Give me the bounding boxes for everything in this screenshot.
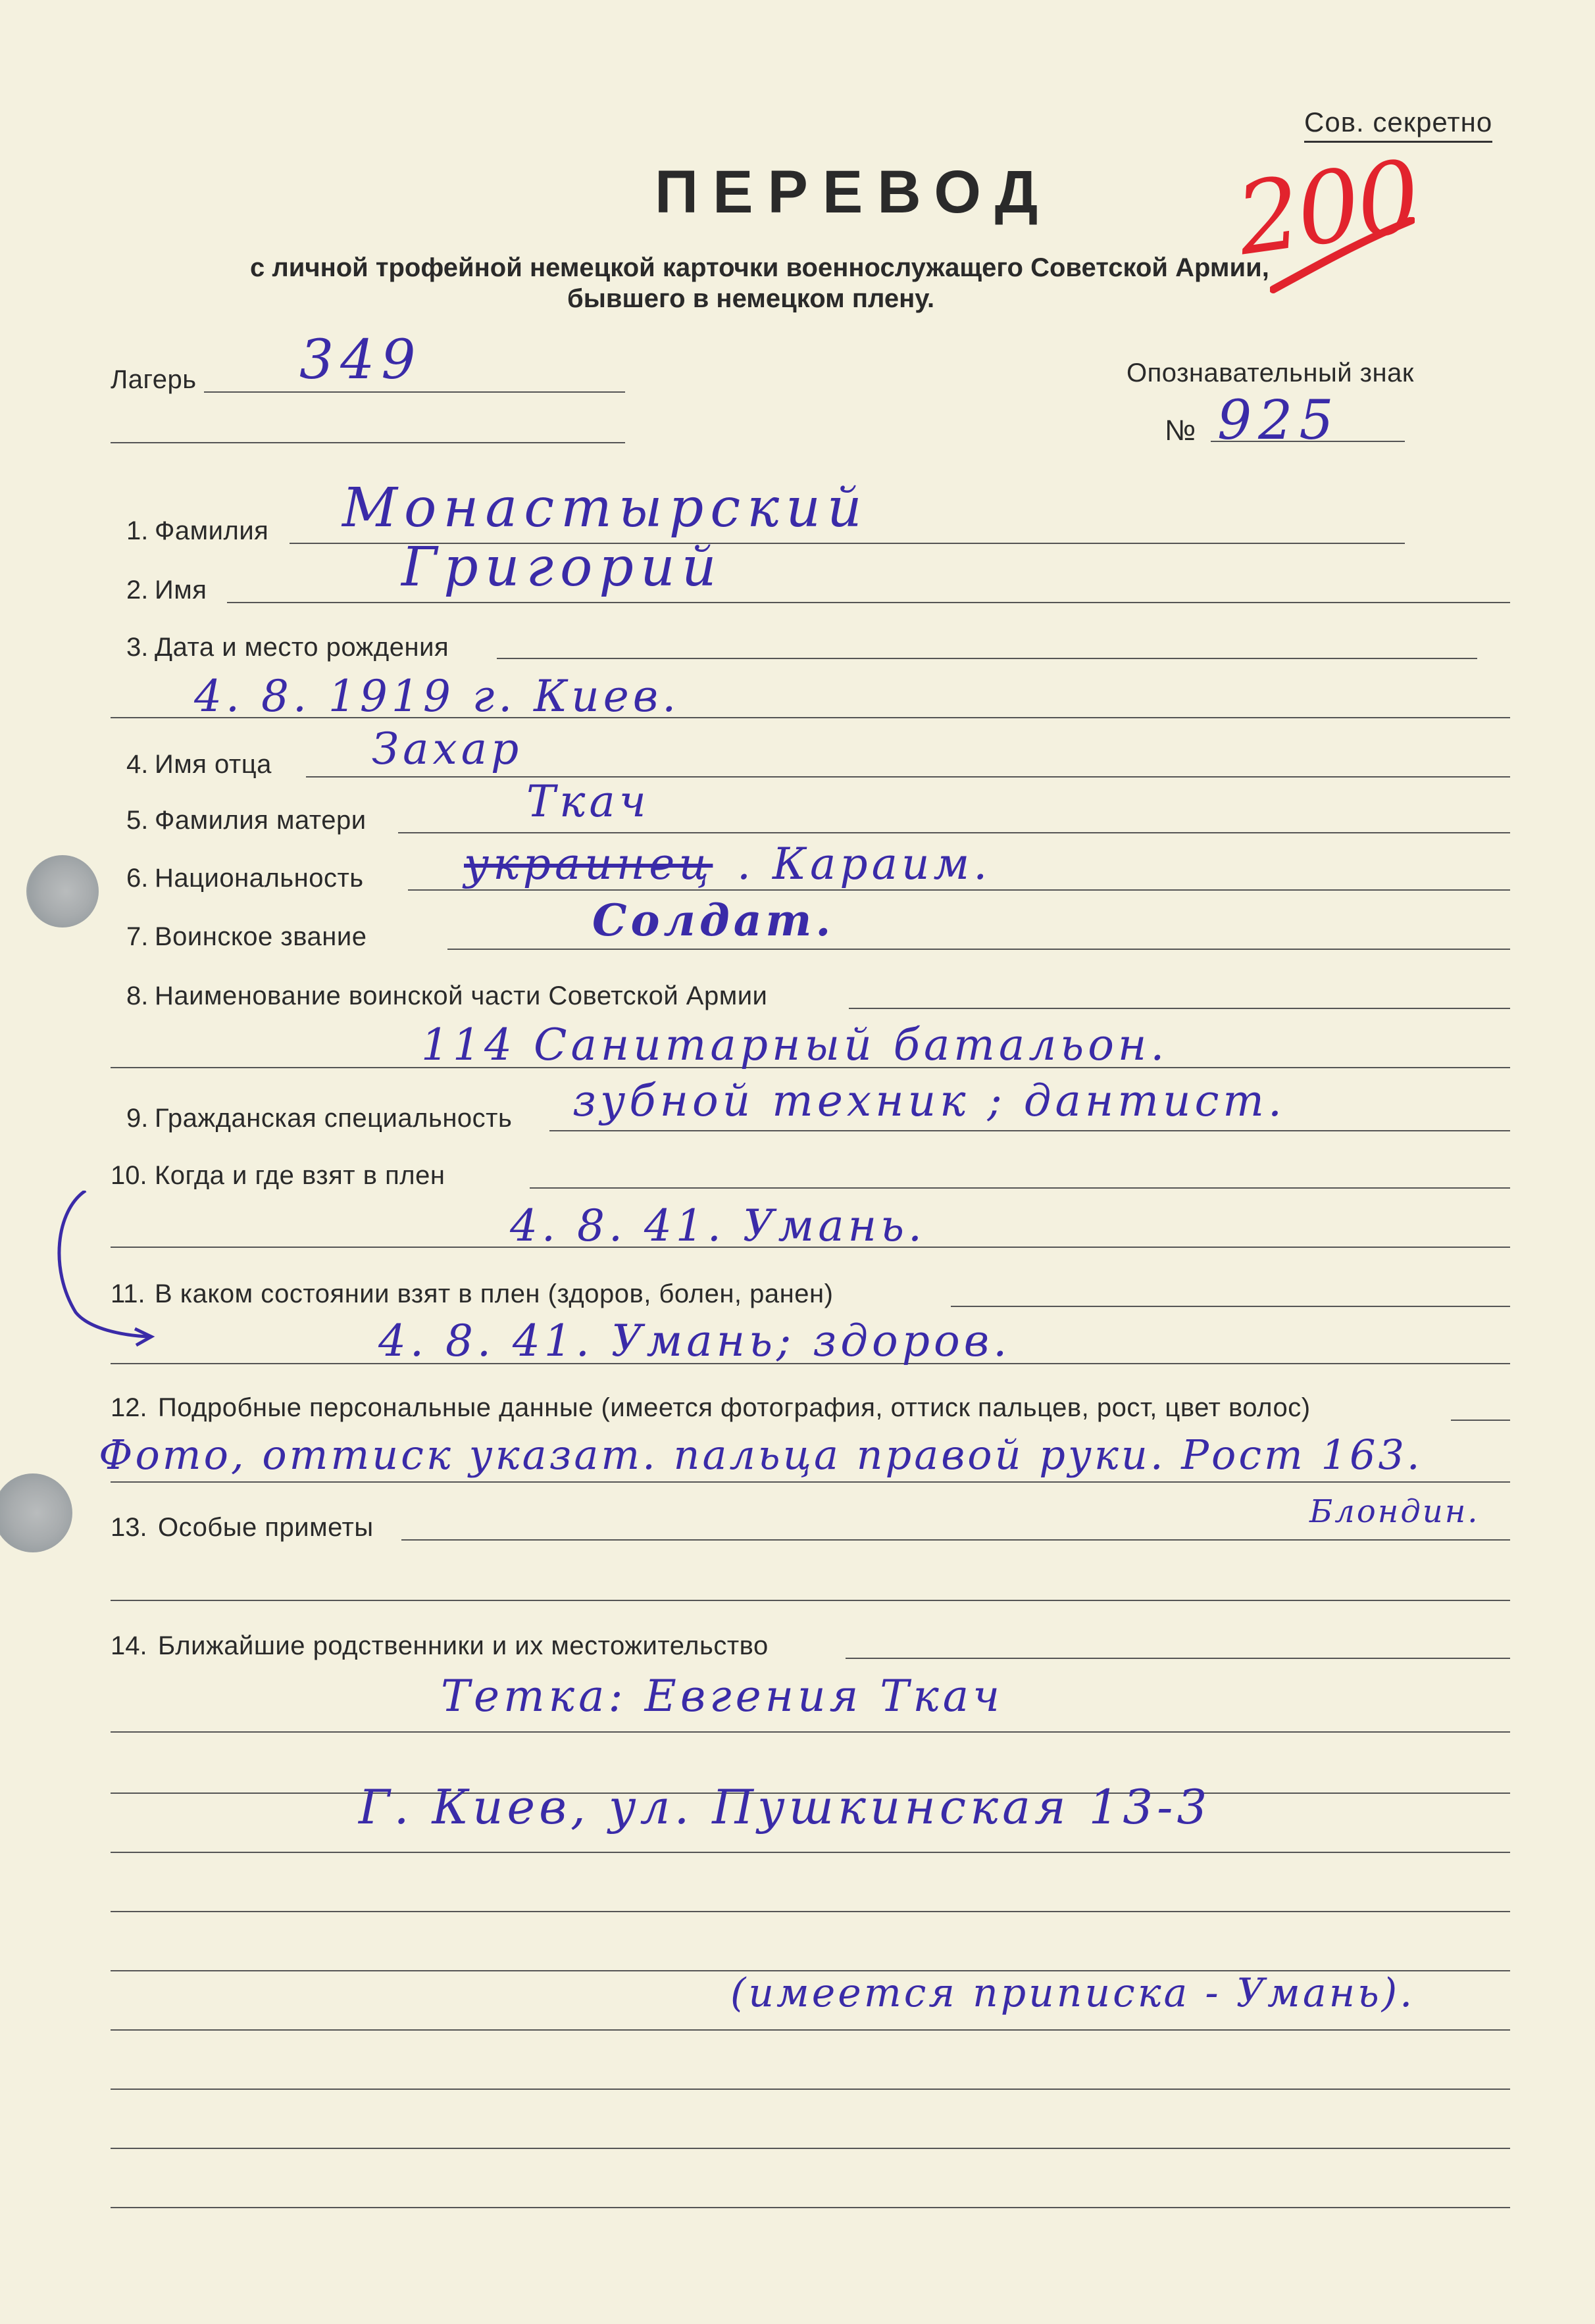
field-14-number: 14. (111, 1631, 147, 1660)
field-12-number: 12. (111, 1393, 147, 1422)
relatives-line-1 (111, 1731, 1510, 1733)
field-14-label: Ближайшие родственники и их местожительство (158, 1631, 769, 1660)
relatives-line-4 (111, 1911, 1510, 1912)
tag-label: Опознавательный знак (1127, 358, 1414, 387)
field-5-number: 5. (126, 806, 149, 835)
punch-hole-top (26, 855, 99, 927)
field-2-line (227, 602, 1510, 603)
field-1-value: Монастырский (342, 477, 869, 539)
field-11-number: 11. (111, 1279, 145, 1308)
field-9-number: 9. (126, 1104, 149, 1133)
field-12-value: Фото, оттиск указат. пальца правой руки. Рост 163. (99, 1431, 1423, 1479)
field-12-label: Подробные персональные данные (имеется фотография, оттиск пальцев, рост, цвет волос) (158, 1393, 1311, 1422)
field-7-value: Солдат. (592, 895, 835, 946)
field-5-line (398, 832, 1510, 833)
field-10-value: 4. 8. 41. Умань. (510, 1200, 926, 1251)
margin-arrow (49, 1191, 161, 1355)
red-stamp-underline (1270, 217, 1415, 296)
field-7-number: 7. (126, 922, 149, 951)
field-4-value: Захар (372, 724, 523, 774)
field-13-line (401, 1539, 1510, 1541)
field-5-value: Ткач (526, 776, 650, 827)
field-6-label: Национальность (155, 864, 364, 893)
field-14-line (846, 1658, 1510, 1659)
relatives-note: (имеется приписка - Умань). (730, 1970, 1415, 2016)
red-number-stamp: 200 (1230, 139, 1425, 278)
field-3-value: 4. 8. 1919 г. Киев. (194, 671, 680, 722)
tag-number-prefix: № (1165, 414, 1196, 447)
field-9-value: зубной техник ; дантист. (572, 1075, 1286, 1126)
field-13-label: Особые приметы (158, 1513, 374, 1542)
camp-label: Лагерь (111, 365, 197, 394)
field-12-line (1451, 1420, 1510, 1421)
field-1-label: Фамилия (155, 516, 269, 545)
field-11-line (951, 1306, 1510, 1307)
field-9-label: Гражданская специальность (155, 1104, 513, 1133)
camp-value: 349 (299, 329, 422, 391)
field-11-label: В каком состоянии взят в плен (здоров, болен, ранен) (155, 1279, 834, 1308)
field-7-line (447, 949, 1510, 950)
field-10-number: 10. (111, 1161, 147, 1190)
field-12-line-2 (111, 1481, 1510, 1483)
field-4-line (306, 776, 1510, 778)
field-1-number: 1. (126, 516, 149, 545)
classification-mark (1304, 107, 1492, 143)
field-2-label: Имя (155, 576, 207, 605)
field-14-value: Тетка: Евгения Ткач (441, 1671, 1004, 1721)
camp-line (204, 391, 625, 393)
tag-value: 925 (1217, 389, 1340, 452)
camp-line-2 (111, 442, 625, 443)
field-8-line (849, 1008, 1510, 1009)
field-5-label: Фамилия матери (155, 806, 367, 835)
field-6-struck-value: украинец (464, 839, 713, 889)
relatives-line-3 (111, 1852, 1510, 1853)
relatives-line-7 (111, 2089, 1510, 2090)
field-3-label: Дата и место рождения (155, 633, 449, 662)
relatives-line-6 (111, 2029, 1510, 2031)
field-2-value: Григорий (401, 536, 723, 599)
field-13-line-2 (111, 1600, 1510, 1601)
field-6-number: 6. (126, 864, 149, 893)
punch-hole-bottom (0, 1473, 72, 1552)
document-title: ПЕРЕВОД (655, 159, 1053, 226)
field-8-value: 114 Санитарный батальон. (421, 1020, 1169, 1070)
field-6-line (408, 889, 1510, 891)
field-3-number: 3. (126, 633, 149, 662)
document-subtitle-line2: бывшего в немецком плену. (567, 284, 935, 313)
field-10-line (530, 1187, 1510, 1189)
field-6-value: . Караим. (737, 839, 992, 889)
classification-text: Сов. секретно (1304, 107, 1493, 137)
relatives-line-9 (111, 2207, 1510, 2208)
field-7-label: Воинское звание (155, 922, 367, 951)
relatives-address: Г. Киев, ул. Пушкинская 13-3 (359, 1779, 1211, 1835)
field-13-number: 13. (111, 1513, 147, 1542)
field-2-number: 2. (126, 576, 149, 605)
field-3-line (497, 658, 1477, 659)
field-4-number: 4. (126, 750, 149, 779)
document-subtitle-line1: с личной трофейной немецкой карточки военнослужащего Советской Армии, (250, 253, 1269, 282)
field-8-label: Наименование воинской части Советской Армии (155, 981, 768, 1010)
field-8-number: 8. (126, 981, 149, 1010)
field-11-value: 4. 8. 41. Умань; здоров. (378, 1316, 1011, 1366)
field-10-label: Когда и где взят в плен (155, 1161, 445, 1190)
field-4-label: Имя отца (155, 750, 272, 779)
relatives-line-8 (111, 2148, 1510, 2149)
field-13-value: Блондин. (1309, 1493, 1480, 1530)
field-9-line (549, 1130, 1510, 1131)
